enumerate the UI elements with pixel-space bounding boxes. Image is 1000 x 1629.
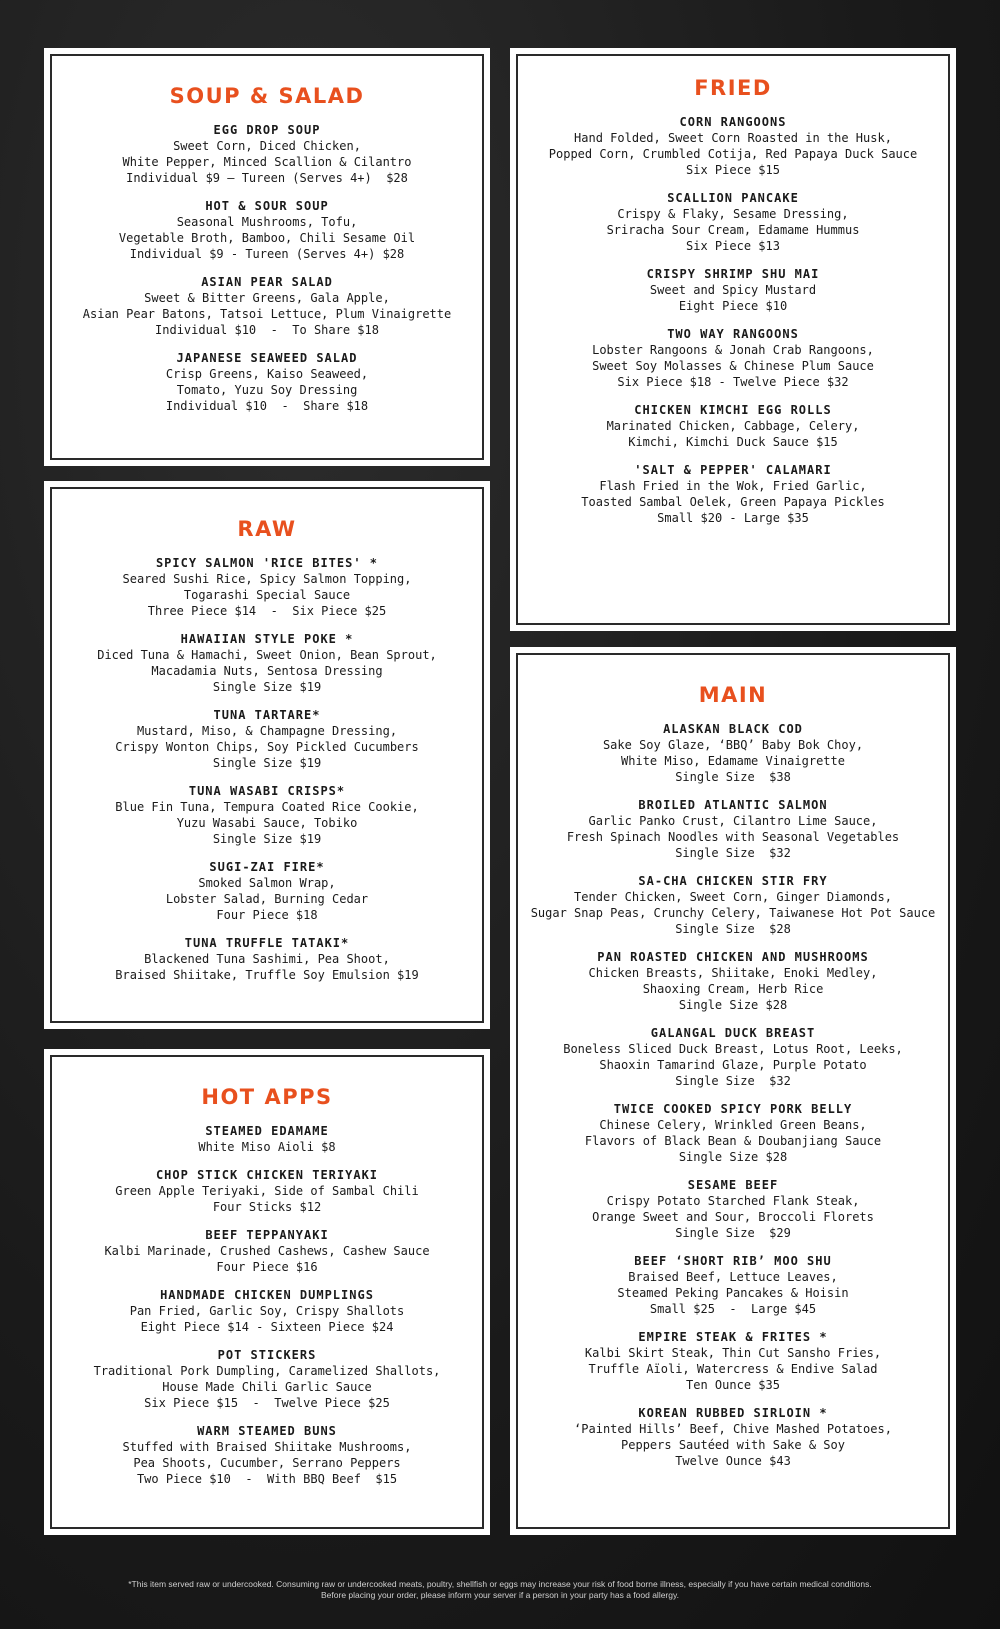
menu-item bbox=[518, 462, 948, 526]
main-title: MAIN bbox=[698, 683, 768, 707]
menu-item-description: Four Sticks $12 bbox=[212, 1200, 322, 1214]
menu-item-description: Kalbi Marinade, Crushed Cashews, Cashew Sauce bbox=[104, 1244, 430, 1258]
menu-item-description: Sake Soy Glaze, ‘BBQ’ Baby Bok Choy, bbox=[602, 738, 864, 752]
menu-item-description: Three Piece $14 - Six Piece $25 bbox=[147, 604, 387, 618]
menu-item-description: Two Piece $10 - With BBQ Beef $15 bbox=[136, 1472, 398, 1486]
menu-item-description: Seared Sushi Rice, Spicy Salmon Topping, bbox=[122, 572, 412, 586]
menu-item bbox=[52, 859, 482, 923]
menu-item-description: Single Size $28 bbox=[678, 1150, 788, 1164]
menu-item-name: HAWAIIAN STYLE POKE * bbox=[180, 632, 354, 646]
menu-item-description: Diced Tuna & Hamachi, Sweet Onion, Bean Sprout, bbox=[97, 648, 437, 662]
menu-item bbox=[52, 1227, 482, 1275]
menu-item bbox=[518, 1101, 948, 1165]
menu-item-description: Togarashi Special Sauce bbox=[183, 588, 351, 602]
menu-item-description: Steamed Peking Pancakes & Hoisin bbox=[617, 1286, 849, 1300]
menu-item-description: Eight Piece $10 bbox=[678, 299, 788, 313]
menu-item-description: Single Size $19 bbox=[212, 680, 322, 694]
fried-panel bbox=[510, 48, 956, 631]
menu-item-name: TWO WAY RANGOONS bbox=[667, 327, 799, 341]
menu-item-description: Yuzu Wasabi Sauce, Tobiko bbox=[176, 816, 358, 830]
menu-item-name: GALANGAL DUCK BREAST bbox=[650, 1026, 816, 1040]
menu-item bbox=[518, 873, 948, 937]
menu-item bbox=[52, 122, 482, 186]
menu-item-description: Shaoxin Tamarind Glaze, Purple Potato bbox=[599, 1058, 867, 1072]
menu-item-description: Tender Chicken, Sweet Corn, Ginger Diamonds, bbox=[574, 890, 892, 904]
menu-item-description: Sweet Corn, Diced Chicken, bbox=[173, 139, 361, 153]
menu-item-description: Single Size $19 bbox=[212, 832, 322, 846]
menu-item-description: Six Piece $15 - Twelve Piece $25 bbox=[144, 1396, 390, 1410]
menu-item-name: BROILED ATLANTIC SALMON bbox=[638, 798, 828, 812]
menu-item bbox=[52, 274, 482, 338]
menu-item bbox=[518, 797, 948, 861]
menu-item-description: Six Piece $18 - Twelve Piece $32 bbox=[617, 375, 849, 389]
menu-item-description: Single Size $32 bbox=[675, 846, 791, 860]
menu-item bbox=[518, 190, 948, 254]
menu-item-description: Seasonal Mushrooms, Tofu, bbox=[176, 215, 358, 229]
menu-item bbox=[518, 949, 948, 1013]
menu-item-description: Macadamia Nuts, Sentosa Dressing bbox=[151, 664, 383, 678]
menu-item-name: BEEF ‘SHORT RIB’ MOO SHU bbox=[634, 1254, 832, 1268]
menu-item-description: Eight Piece $14 - Sixteen Piece $24 bbox=[140, 1320, 394, 1334]
menu-item bbox=[52, 935, 482, 983]
menu-item-description: Crispy Potato Starched Flank Steak, bbox=[606, 1194, 860, 1208]
menu-item bbox=[52, 707, 482, 771]
menu-item-name: POT STICKERS bbox=[217, 1348, 317, 1362]
menu-item-description: Sweet and Spicy Mustard bbox=[649, 283, 817, 297]
fried-frame bbox=[516, 54, 950, 625]
menu-item-name: CRISPY SHRIMP SHU MAI bbox=[646, 267, 820, 281]
soup-salad-title: SOUP & SALAD bbox=[169, 84, 365, 108]
menu-item-description: Green Apple Teriyaki, Side of Sambal Chili bbox=[115, 1184, 419, 1198]
menu-item bbox=[52, 350, 482, 414]
menu-item-description: Single Size $28 bbox=[675, 922, 791, 936]
soup-salad-frame bbox=[50, 54, 484, 460]
menu-item-description: Sugar Snap Peas, Crunchy Celery, Taiwanese Hot Pot Sauce bbox=[530, 906, 936, 920]
menu-item-description: Orange Sweet and Sour, Broccoli Florets bbox=[592, 1210, 874, 1224]
menu-item-description: Braised Beef, Lettuce Leaves, bbox=[628, 1270, 838, 1284]
menu-item-description: Vegetable Broth, Bamboo, Chili Sesame Oil bbox=[118, 231, 416, 245]
menu-item-name: 'SALT & PEPPER' CALAMARI bbox=[634, 463, 832, 477]
menu-item-name: CHICKEN KIMCHI EGG ROLLS bbox=[634, 403, 832, 417]
menu-item bbox=[518, 1405, 948, 1469]
menu-item-description: Single Size $19 bbox=[212, 756, 322, 770]
menu-item bbox=[518, 266, 948, 314]
menu-item-description: Flash Fried in the Wok, Fried Garlic, bbox=[599, 479, 867, 493]
menu-item-description: Popped Corn, Crumbled Cotija, Red Papaya Duck Sauce bbox=[548, 147, 918, 161]
menu-item-description: Kalbi Skirt Steak, Thin Cut Sansho Fries, bbox=[584, 1346, 882, 1360]
menu-item-description: Single Size $38 bbox=[675, 770, 791, 784]
menu-item-description: Crisp Greens, Kaiso Seaweed, bbox=[165, 367, 369, 381]
soup-salad-panel bbox=[44, 48, 490, 466]
menu-item-description: Sweet Soy Molasses & Chinese Plum Sauce bbox=[592, 359, 874, 373]
menu-item bbox=[52, 1123, 482, 1155]
menu-item-name: WARM STEAMED BUNS bbox=[197, 1424, 337, 1438]
menu-item bbox=[52, 783, 482, 847]
menu-item bbox=[518, 402, 948, 450]
disclaimer-line-2: Before placing your order, please inform your server if a person in your party has a food allergy. bbox=[321, 1590, 679, 1600]
menu-item-description: Sriracha Sour Cream, Edamame Hummus bbox=[606, 223, 860, 237]
menu-item-name: SUGI-ZAI FIRE* bbox=[209, 860, 325, 874]
menu-item-name: CHOP STICK CHICKEN TERIYAKI bbox=[155, 1168, 379, 1182]
menu-item-description: ‘Painted Hills’ Beef, Chive Mashed Potatoes, bbox=[574, 1422, 892, 1436]
menu-item-description: Sweet & Bitter Greens, Gala Apple, bbox=[144, 291, 390, 305]
main-frame bbox=[516, 653, 950, 1529]
menu-item bbox=[518, 1329, 948, 1393]
menu-item-description: Flavors of Black Bean & Doubanjiang Sauce bbox=[584, 1134, 882, 1148]
menu-item bbox=[52, 198, 482, 262]
menu-item-name: SPICY SALMON 'RICE BITES' * bbox=[155, 556, 379, 570]
menu-item-description: Hand Folded, Sweet Corn Roasted in the Husk, bbox=[574, 131, 892, 145]
menu-item-description: Peppers Sautéed with Sake & Soy bbox=[621, 1438, 845, 1452]
menu-item-description: House Made Chili Garlic Sauce bbox=[162, 1380, 372, 1394]
menu-item-description: Stuffed with Braised Shiitake Mushrooms, bbox=[122, 1440, 412, 1454]
menu-item-description: Truffle Aïoli, Watercress & Endive Salad bbox=[588, 1362, 878, 1376]
menu-item-name: BEEF TEPPANYAKI bbox=[205, 1228, 329, 1242]
menu-item-name: EGG DROP SOUP bbox=[213, 123, 321, 137]
menu-item-description: Smoked Salmon Wrap, bbox=[198, 876, 336, 890]
menu-item-description: Ten Ounce $35 bbox=[686, 1378, 780, 1392]
menu-item-name: STEAMED EDAMAME bbox=[205, 1124, 329, 1138]
menu-item-description: Braised Shiitake, Truffle Soy Emulsion $19 bbox=[115, 968, 419, 982]
raw-frame bbox=[50, 487, 484, 1023]
menu-item-description: Asian Pear Batons, Tatsoi Lettuce, Plum Vinaigrette bbox=[82, 307, 452, 321]
menu-item-description: Lobster Salad, Burning Cedar bbox=[165, 892, 369, 906]
menu-item-name: TWICE COOKED SPICY PORK BELLY bbox=[613, 1102, 853, 1116]
menu-item-description: Blue Fin Tuna, Tempura Coated Rice Cookie, bbox=[115, 800, 419, 814]
menu-item-name: PAN ROASTED CHICKEN AND MUSHROOMS bbox=[597, 950, 869, 964]
menu-item-description: Twelve Ounce $43 bbox=[675, 1454, 791, 1468]
menu-item-name: TUNA WASABI CRISPS* bbox=[188, 784, 346, 798]
menu-item-description: Single Size $28 bbox=[678, 998, 788, 1012]
hot-apps-panel bbox=[44, 1049, 490, 1535]
menu-item-name: SA-CHA CHICKEN STIR FRY bbox=[638, 874, 828, 888]
menu-item-name: EMPIRE STEAK & FRITES * bbox=[638, 1330, 828, 1344]
menu-item-description: White Miso, Edamame Vinaigrette bbox=[621, 754, 845, 768]
menu-item bbox=[52, 1347, 482, 1411]
menu-item-name: KOREAN RUBBED SIRLOIN * bbox=[638, 1406, 828, 1420]
menu-item bbox=[518, 721, 948, 785]
disclaimer-line-1: *This item served raw or undercooked. Consuming raw or undercooked meats, poultry, shellfish or eggs may increase your risk of food borne illness, especially if you have certain medical conditions. bbox=[128, 1579, 872, 1589]
menu-item-description: Garlic Panko Crust, Cilantro Lime Sauce, bbox=[588, 814, 878, 828]
menu-item bbox=[518, 114, 948, 178]
menu-item-description: Individual $9 - Tureen (Serves 4+) $28 bbox=[129, 247, 405, 261]
menu-item-description: Crispy Wonton Chips, Soy Pickled Cucumbers bbox=[115, 740, 419, 754]
hot-apps-frame bbox=[50, 1055, 484, 1529]
menu-item-description: Pea Shoots, Cucumber, Serrano Peppers bbox=[133, 1456, 401, 1470]
menu-item-description: Chicken Breasts, Shiitake, Enoki Medley, bbox=[588, 966, 878, 980]
menu-item-name: TUNA TARTARE* bbox=[213, 708, 321, 722]
menu-item-description: White Miso Aioli $8 bbox=[198, 1140, 336, 1154]
menu-item-description: Six Piece $13 bbox=[686, 239, 780, 253]
menu-item-description: Four Piece $16 bbox=[216, 1260, 318, 1274]
raw-panel bbox=[44, 481, 490, 1029]
menu-item-description: Crispy & Flaky, Sesame Dressing, bbox=[617, 207, 849, 221]
menu-item bbox=[518, 1253, 948, 1317]
raw-title: RAW bbox=[237, 517, 297, 541]
menu-item-description: Shaoxing Cream, Herb Rice bbox=[642, 982, 824, 996]
menu-item-description: Small $25 - Large $45 bbox=[649, 1302, 817, 1316]
menu-item-description: Boneless Sliced Duck Breast, Lotus Root, Leeks, bbox=[563, 1042, 903, 1056]
menu-item-name: ASIAN PEAR SALAD bbox=[201, 275, 333, 289]
menu-item-description: Lobster Rangoons & Jonah Crab Rangoons, bbox=[592, 343, 874, 357]
menu-item bbox=[52, 555, 482, 619]
menu-item-description: Individual $10 - To Share $18 bbox=[155, 323, 379, 337]
menu-item bbox=[518, 1177, 948, 1241]
allergy-disclaimer bbox=[0, 1579, 1000, 1601]
menu-item-name: ALASKAN BLACK COD bbox=[663, 722, 803, 736]
menu-item-name: HOT & SOUR SOUP bbox=[205, 199, 329, 213]
fried-title: FRIED bbox=[694, 76, 772, 100]
menu-item bbox=[52, 1423, 482, 1487]
menu-item-description: Small $20 - Large $35 bbox=[657, 511, 809, 525]
hot-apps-title: HOT APPS bbox=[201, 1085, 333, 1109]
menu-item-name: JAPANESE SEAWEED SALAD bbox=[176, 351, 358, 365]
menu-item-description: Mustard, Miso, & Champagne Dressing, bbox=[136, 724, 398, 738]
menu-item-description: Fresh Spinach Noodles with Seasonal Vegetables bbox=[566, 830, 900, 844]
menu-item-description: Blackened Tuna Sashimi, Pea Shoot, bbox=[144, 952, 390, 966]
menu-item-name: SCALLION PANCAKE bbox=[667, 191, 799, 205]
menu-item-description: Kimchi, Kimchi Duck Sauce $15 bbox=[628, 435, 838, 449]
menu-item-description: White Pepper, Minced Scallion & Cilantro bbox=[122, 155, 412, 169]
menu-item-description: Six Piece $15 bbox=[686, 163, 780, 177]
menu-item bbox=[52, 1287, 482, 1335]
menu-item-description: Toasted Sambal Oelek, Green Papaya Pickles bbox=[581, 495, 885, 509]
menu-item-description: Traditional Pork Dumpling, Caramelized Shallots, bbox=[93, 1364, 441, 1378]
menu-item-description: Individual $9 – Tureen (Serves 4+) $28 bbox=[126, 171, 408, 185]
menu-item-description: Single Size $32 bbox=[675, 1074, 791, 1088]
menu-item-description: Pan Fried, Garlic Soy, Crispy Shallots bbox=[129, 1304, 405, 1318]
menu-item-name: HANDMADE CHICKEN DUMPLINGS bbox=[160, 1288, 374, 1302]
menu-item-description: Four Piece $18 bbox=[216, 908, 318, 922]
menu-item-description: Chinese Celery, Wrinkled Green Beans, bbox=[599, 1118, 867, 1132]
menu-item-name: SESAME BEEF bbox=[687, 1178, 779, 1192]
menu-item-name: TUNA TRUFFLE TATAKI* bbox=[184, 936, 350, 950]
menu-item-description: Individual $10 - Share $18 bbox=[165, 399, 369, 413]
menu-item-description: Tomato, Yuzu Soy Dressing bbox=[176, 383, 358, 397]
menu-item-description: Single Size $29 bbox=[675, 1226, 791, 1240]
menu-item-description: Marinated Chicken, Cabbage, Celery, bbox=[606, 419, 860, 433]
menu-item-name: CORN RANGOONS bbox=[679, 115, 787, 129]
menu-item bbox=[518, 326, 948, 390]
menu-item bbox=[52, 1167, 482, 1215]
menu-item bbox=[52, 631, 482, 695]
main-panel bbox=[510, 647, 956, 1535]
menu-item bbox=[518, 1025, 948, 1089]
